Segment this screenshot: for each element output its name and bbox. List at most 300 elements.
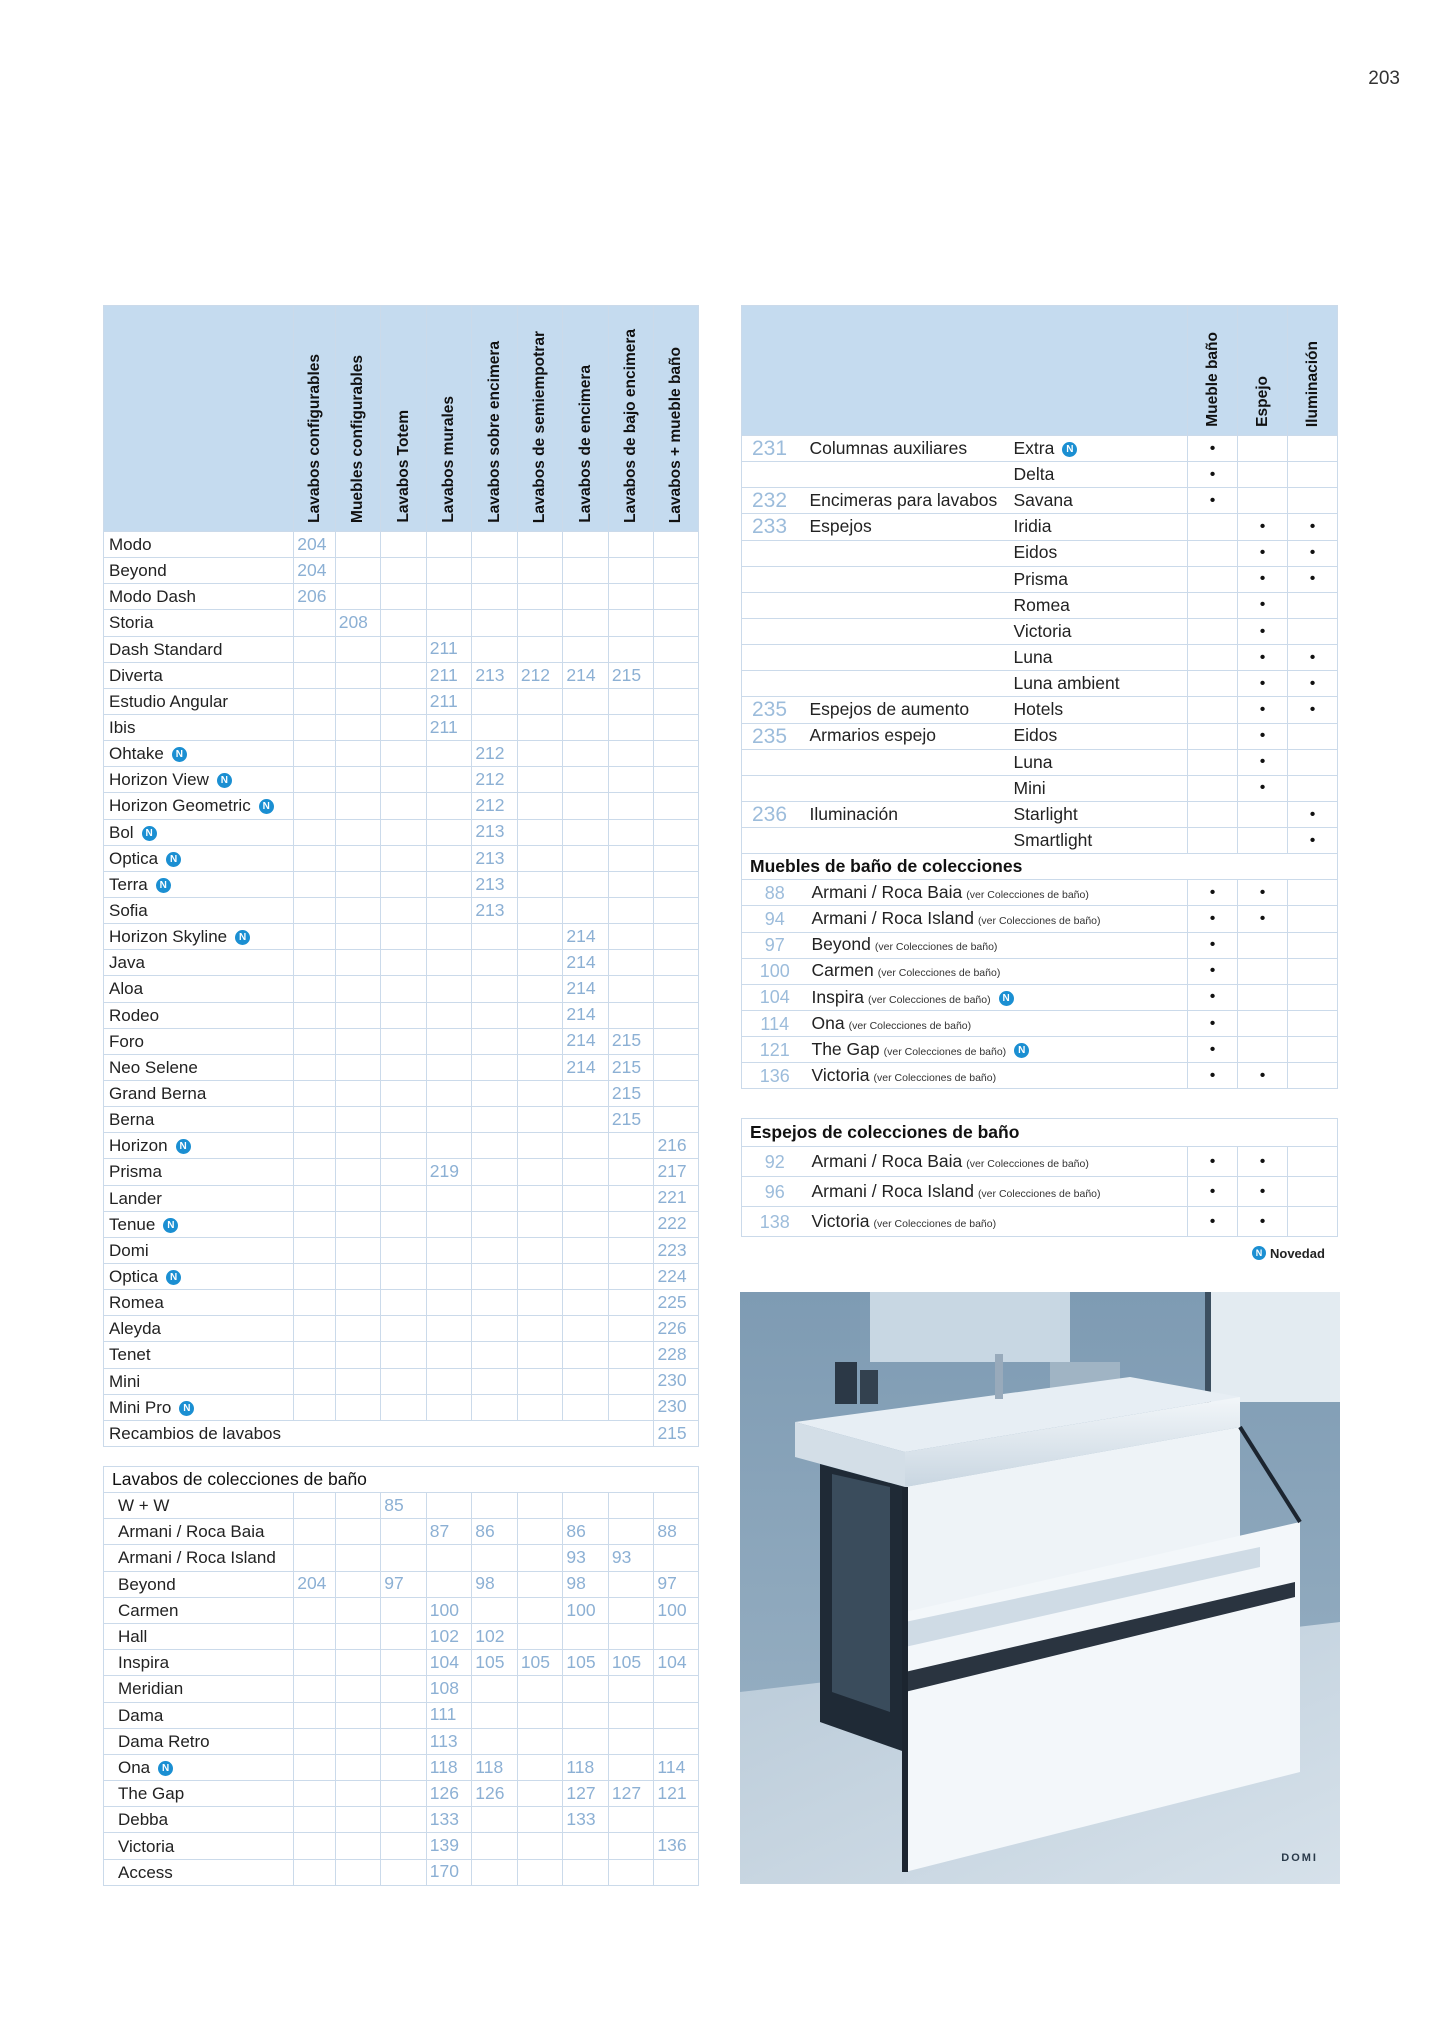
page-ref <box>294 1597 335 1623</box>
item-name: Mini <box>1013 777 1046 798</box>
page-ref <box>335 1519 381 1545</box>
availability-dot <box>1188 618 1238 644</box>
page-ref <box>472 1080 518 1106</box>
product-name: Estudio Angular <box>109 691 229 711</box>
page-ref: 211 <box>426 714 472 740</box>
page-ref <box>335 1571 381 1597</box>
page-ref <box>472 1237 518 1263</box>
page-ref: 215 <box>608 662 654 688</box>
availability-dot: • <box>1288 540 1338 566</box>
page-ref <box>294 1368 335 1394</box>
table-row <box>104 1028 699 1054</box>
table-row <box>104 1781 699 1807</box>
page-ref <box>608 1519 654 1545</box>
page-ref <box>517 1754 563 1780</box>
availability-dot: • <box>1188 880 1238 906</box>
page-ref <box>335 1833 381 1859</box>
item-name-cell <box>1010 436 1188 462</box>
product-name: Tenue <box>109 1214 156 1234</box>
category-name <box>808 749 1010 775</box>
availability-dot <box>1188 540 1238 566</box>
lavabos-table <box>103 305 699 1447</box>
page-ref: 204 <box>294 1571 335 1597</box>
page-ref <box>608 1394 654 1420</box>
availability-dot <box>1288 932 1338 958</box>
page-ref: 138 <box>742 1207 808 1237</box>
availability-dot: • <box>1188 1037 1238 1063</box>
item-name-cell <box>1010 801 1188 827</box>
collection-note: (ver Colecciones de baño) <box>868 993 991 1006</box>
collection-name-cell <box>808 1177 1188 1207</box>
page-ref: 212 <box>472 767 518 793</box>
page-ref <box>381 741 427 767</box>
page-ref <box>517 976 563 1002</box>
page-ref <box>563 1833 609 1859</box>
collection-name-cell <box>104 1597 294 1623</box>
availability-dot: • <box>1238 645 1288 671</box>
page-ref <box>381 584 427 610</box>
collection-name-cell <box>808 1207 1188 1237</box>
table-row <box>742 880 1338 906</box>
page-ref <box>517 1185 563 1211</box>
page-ref <box>381 819 427 845</box>
page-ref: 86 <box>472 1519 518 1545</box>
table-row <box>742 462 1338 488</box>
availability-dot <box>1288 749 1338 775</box>
page-ref <box>426 1002 472 1028</box>
page-ref <box>517 1211 563 1237</box>
availability-dot: • <box>1238 618 1288 644</box>
product-name-cell <box>104 1394 294 1420</box>
page-ref <box>335 636 381 662</box>
collection-name: Armani / Roca Baia <box>811 882 963 903</box>
page-ref <box>742 749 808 775</box>
product-name: Dash Standard <box>109 639 223 659</box>
product-name: Rodeo <box>109 1005 160 1025</box>
page-ref: 118 <box>426 1754 472 1780</box>
product-name-cell <box>104 871 294 897</box>
page-ref <box>563 1211 609 1237</box>
product-name: Tenet <box>109 1345 151 1365</box>
page-ref: 105 <box>608 1650 654 1676</box>
collection-name-cell <box>808 1147 1188 1177</box>
page-ref <box>742 775 808 801</box>
page-ref <box>517 1054 563 1080</box>
page-ref <box>472 1002 518 1028</box>
page-ref <box>381 1080 427 1106</box>
page-ref: 230 <box>654 1394 699 1420</box>
page-ref <box>608 714 654 740</box>
page-ref <box>381 1133 427 1159</box>
page-ref <box>294 714 335 740</box>
availability-dot: • <box>1238 1177 1288 1207</box>
item-name: Romea <box>1013 594 1070 615</box>
page-ref <box>472 1807 518 1833</box>
page-ref: 235 <box>742 697 808 723</box>
availability-dot: • <box>1238 723 1288 749</box>
collection-name-cell <box>808 958 1188 984</box>
item-name-cell <box>1010 488 1188 514</box>
availability-dot: • <box>1238 880 1288 906</box>
page-ref <box>742 462 808 488</box>
page-ref <box>426 897 472 923</box>
product-name-cell <box>104 714 294 740</box>
page-ref <box>517 1728 563 1754</box>
item-name-cell <box>1010 514 1188 540</box>
table-row <box>104 924 699 950</box>
page-ref <box>294 1342 335 1368</box>
novedad-icon: N <box>1252 1246 1266 1260</box>
page-ref <box>517 1676 563 1702</box>
page-ref <box>563 610 609 636</box>
table-row <box>104 1754 699 1780</box>
page-ref: 100 <box>654 1597 699 1623</box>
page-ref <box>517 1394 563 1420</box>
product-name-cell <box>104 1290 294 1316</box>
page-ref <box>426 610 472 636</box>
page-ref <box>563 1342 609 1368</box>
page-ref <box>381 1002 427 1028</box>
page-ref: 121 <box>654 1781 699 1807</box>
page-ref <box>654 1107 699 1133</box>
availability-dot: • <box>1238 540 1288 566</box>
page-ref <box>517 897 563 923</box>
page-ref <box>563 1290 609 1316</box>
table-row <box>742 540 1338 566</box>
page-ref <box>294 1623 335 1649</box>
collection-name: Meridian <box>118 1679 184 1699</box>
table-row <box>104 1211 699 1237</box>
page-ref <box>381 1519 427 1545</box>
page-ref <box>563 584 609 610</box>
page-ref <box>335 1807 381 1833</box>
product-name-cell <box>104 767 294 793</box>
page-ref <box>742 618 808 644</box>
availability-dot: • <box>1238 514 1288 540</box>
product-name-cell <box>104 1159 294 1185</box>
section-title: Espejos de colecciones de baño <box>742 1119 1338 1147</box>
product-name-cell <box>104 688 294 714</box>
availability-dot: • <box>1188 436 1238 462</box>
product-name: Terra <box>109 874 148 894</box>
page-ref <box>654 1545 699 1571</box>
collection-name-cell <box>808 1010 1188 1036</box>
page-ref <box>294 819 335 845</box>
collection-name-cell <box>104 1702 294 1728</box>
table-row <box>742 932 1338 958</box>
page-ref: 100 <box>563 1597 609 1623</box>
page-ref <box>563 636 609 662</box>
column-header-label: Lavabos + mueble baño <box>667 346 685 523</box>
collection-name: Armani / Roca Baia <box>118 1522 265 1542</box>
product-name: Domi <box>109 1240 149 1260</box>
table-row <box>104 1571 699 1597</box>
page-ref: 98 <box>472 1571 518 1597</box>
page-ref <box>426 1185 472 1211</box>
page-ref: 214 <box>563 1002 609 1028</box>
item-name-cell <box>1010 540 1188 566</box>
table-row <box>742 958 1338 984</box>
collection-name-cell <box>104 1676 294 1702</box>
page-ref: 212 <box>472 741 518 767</box>
page-ref <box>563 741 609 767</box>
page-ref <box>608 1368 654 1394</box>
availability-dot: • <box>1288 801 1338 827</box>
page-ref <box>381 1728 427 1754</box>
collection-name-cell <box>808 880 1188 906</box>
product-name: Mini Pro <box>109 1397 172 1417</box>
page-ref <box>563 1702 609 1728</box>
table-row <box>742 671 1338 697</box>
collection-name: Ona <box>811 1012 845 1033</box>
page-ref <box>654 976 699 1002</box>
table-row <box>742 436 1338 462</box>
page-ref <box>381 1316 427 1342</box>
availability-dot <box>1288 436 1338 462</box>
category-name: Columnas auxiliares <box>808 436 1010 462</box>
page-ref <box>608 767 654 793</box>
page-ref <box>294 1728 335 1754</box>
page-ref <box>381 1754 427 1780</box>
page-ref <box>654 1002 699 1028</box>
availability-dot: • <box>1238 566 1288 592</box>
page-ref <box>381 1676 427 1702</box>
page-ref <box>654 819 699 845</box>
page-ref: 170 <box>426 1859 472 1885</box>
novedad-icon: N <box>156 878 171 893</box>
page-ref <box>294 1676 335 1702</box>
page-ref <box>294 1807 335 1833</box>
collection-note: (ver Colecciones de baño) <box>877 967 1001 980</box>
page-ref <box>381 1394 427 1420</box>
table-row <box>104 1107 699 1133</box>
page-ref <box>608 584 654 610</box>
novedad-icon: N <box>999 991 1014 1006</box>
page-ref <box>608 741 654 767</box>
table-row <box>742 801 1338 827</box>
page-ref: 233 <box>742 514 808 540</box>
page-ref <box>563 532 609 558</box>
page-ref: 104 <box>742 984 808 1010</box>
item-name: Luna ambient <box>1013 673 1120 694</box>
page-ref <box>608 1493 654 1519</box>
page-ref <box>608 532 654 558</box>
product-name: Ibis <box>109 718 136 738</box>
page-ref <box>654 1054 699 1080</box>
product-name: Grand Berna <box>109 1084 207 1104</box>
availability-dot: • <box>1238 671 1288 697</box>
table-row <box>742 828 1338 854</box>
page-ref <box>608 897 654 923</box>
availability-dot <box>1238 801 1288 827</box>
table-row <box>104 1859 699 1885</box>
item-name: Prisma <box>1013 568 1068 589</box>
page-ref <box>335 1237 381 1263</box>
product-name: Prisma <box>109 1162 162 1182</box>
page-ref <box>335 793 381 819</box>
page-ref <box>426 845 472 871</box>
page-ref <box>381 897 427 923</box>
product-name-cell <box>104 1263 294 1289</box>
table-row <box>742 984 1338 1010</box>
page-ref: 222 <box>654 1211 699 1237</box>
availability-dot: • <box>1188 1147 1238 1177</box>
page-ref: 114 <box>654 1754 699 1780</box>
page-ref <box>381 1211 427 1237</box>
page-ref <box>381 610 427 636</box>
availability-dot <box>1288 958 1338 984</box>
page-ref <box>472 1185 518 1211</box>
page-ref <box>335 584 381 610</box>
page-ref <box>654 1493 699 1519</box>
page-ref <box>381 662 427 688</box>
page-ref <box>517 741 563 767</box>
page-ref <box>381 1028 427 1054</box>
page-ref: 213 <box>472 845 518 871</box>
page-ref <box>517 1290 563 1316</box>
page-ref <box>335 688 381 714</box>
page-ref <box>517 1597 563 1623</box>
table-row <box>104 793 699 819</box>
availability-dot: • <box>1188 1207 1238 1237</box>
page-ref <box>608 924 654 950</box>
page-ref <box>426 1368 472 1394</box>
table-row <box>742 618 1338 644</box>
page-ref: 225 <box>654 1290 699 1316</box>
availability-dot <box>1288 618 1338 644</box>
collection-name: Debba <box>118 1810 169 1830</box>
page-ref <box>472 1545 518 1571</box>
table-row <box>742 566 1338 592</box>
category-name: Encimeras para lavabos <box>808 488 1010 514</box>
availability-dot <box>1188 723 1238 749</box>
page-ref <box>563 558 609 584</box>
page-ref: 104 <box>426 1650 472 1676</box>
novedad-icon: N <box>163 1218 178 1233</box>
category-name <box>808 671 1010 697</box>
availability-dot <box>1238 932 1288 958</box>
page-ref <box>472 1107 518 1133</box>
page-ref <box>608 1133 654 1159</box>
page-ref <box>294 793 335 819</box>
product-name: Berna <box>109 1110 155 1130</box>
availability-dot: • <box>1188 906 1238 932</box>
product-name-cell <box>104 584 294 610</box>
page-ref <box>335 950 381 976</box>
page-ref <box>654 924 699 950</box>
page-ref: 104 <box>654 1650 699 1676</box>
page-ref <box>335 532 381 558</box>
page-ref <box>517 1237 563 1263</box>
availability-dot <box>1188 775 1238 801</box>
page-ref: 219 <box>426 1159 472 1185</box>
page-ref <box>472 636 518 662</box>
page-ref <box>294 950 335 976</box>
table-row <box>104 871 699 897</box>
availability-dot <box>1238 828 1288 854</box>
page-ref <box>563 1316 609 1342</box>
page-ref: 214 <box>563 1028 609 1054</box>
column-header-label: Muebles configurables <box>349 355 367 523</box>
page-ref <box>335 714 381 740</box>
page-ref: 215 <box>608 1054 654 1080</box>
page-ref <box>381 1290 427 1316</box>
page-ref <box>563 871 609 897</box>
page-ref <box>335 1002 381 1028</box>
page-ref <box>472 1728 518 1754</box>
product-name-cell <box>104 845 294 871</box>
collection-name: Inspira <box>118 1653 170 1673</box>
section-title: Muebles de baño de colecciones <box>742 854 1338 880</box>
product-name-cell <box>104 1185 294 1211</box>
product-name: Romea <box>109 1293 164 1313</box>
novedad-icon: N <box>166 852 181 867</box>
page-ref <box>654 1702 699 1728</box>
collection-note: (ver Colecciones de baño) <box>966 889 1089 902</box>
table-row <box>742 1147 1338 1177</box>
product-name-cell <box>104 1237 294 1263</box>
lavabos-colecciones-table <box>103 1466 699 1886</box>
product-name-cell <box>104 897 294 923</box>
availability-dot: • <box>1288 645 1338 671</box>
page-ref <box>294 610 335 636</box>
collection-name-cell <box>104 1754 294 1780</box>
page-ref: 214 <box>563 924 609 950</box>
availability-dot <box>1188 592 1238 618</box>
page-ref <box>426 1211 472 1237</box>
product-name: Modo <box>109 535 152 555</box>
page-ref <box>563 688 609 714</box>
availability-dot: • <box>1188 488 1238 514</box>
page-ref <box>517 558 563 584</box>
availability-dot: • <box>1288 671 1338 697</box>
page-ref <box>742 566 808 592</box>
novedad-label: Novedad <box>1270 1246 1325 1261</box>
collection-name-cell <box>104 1545 294 1571</box>
page-ref <box>335 1623 381 1649</box>
page-ref <box>426 1394 472 1420</box>
page-ref <box>335 558 381 584</box>
page-ref <box>426 976 472 1002</box>
page-ref <box>294 1493 335 1519</box>
availability-dot <box>1238 462 1288 488</box>
page-ref <box>517 714 563 740</box>
item-name: Victoria <box>1013 620 1072 641</box>
page-ref <box>472 688 518 714</box>
table-row <box>104 1185 699 1211</box>
collection-name-cell <box>104 1807 294 1833</box>
page-ref: 224 <box>654 1263 699 1289</box>
page-ref: 93 <box>563 1545 609 1571</box>
page-ref: 118 <box>472 1754 518 1780</box>
page-ref <box>608 1833 654 1859</box>
availability-dot <box>1188 828 1238 854</box>
product-name-cell <box>104 610 294 636</box>
page-ref <box>608 1597 654 1623</box>
collection-name: Hall <box>118 1627 148 1647</box>
page-ref <box>472 1159 518 1185</box>
page-ref <box>426 1054 472 1080</box>
page-ref <box>335 1080 381 1106</box>
collection-name: Beyond <box>118 1574 176 1594</box>
availability-dot: • <box>1288 828 1338 854</box>
page-ref <box>563 1368 609 1394</box>
column-header <box>563 306 609 532</box>
page-ref <box>472 1028 518 1054</box>
availability-dot <box>1288 592 1338 618</box>
product-name: Storia <box>109 613 154 633</box>
item-name: Iridia <box>1013 516 1052 537</box>
